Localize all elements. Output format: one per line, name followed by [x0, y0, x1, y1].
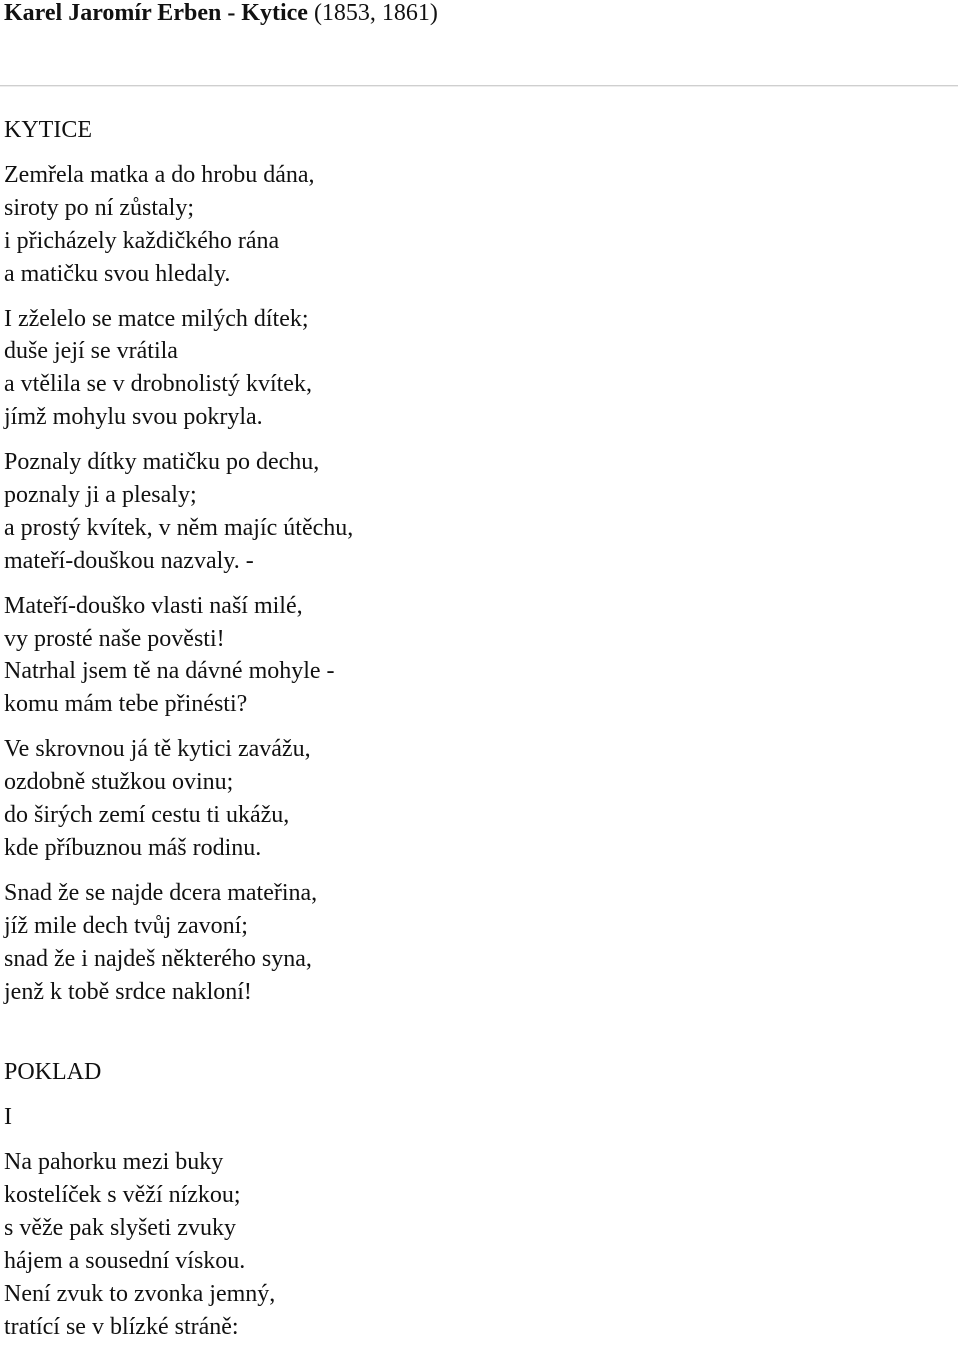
poem-line: Zemřela matka a do hrobu dána, — [4, 162, 315, 188]
poem-line: Poznaly dítky matičku po dechu, — [4, 449, 320, 475]
poem-line: Snad že se najde dcera mateřina, — [4, 880, 318, 906]
document-title: Karel Jaromír Erben - Kytice — [4, 0, 308, 26]
document-years: (1853, 1861) — [307, 0, 438, 26]
poem-line: jíž mile dech tvůj zavoní; — [4, 913, 248, 939]
horizontal-rule — [0, 85, 958, 87]
poem-line: jímž mohylu svou pokryla. — [4, 404, 263, 430]
section-subtitle: I — [4, 1104, 12, 1130]
poem-line: a vtělila se v drobnolistý kvítek, — [4, 371, 312, 397]
poem-line: do širých zemí cestu ti ukážu, — [4, 802, 290, 828]
poem-line: Natrhal jsem tě na dávné mohyle - — [4, 658, 335, 684]
section-title: POKLAD — [4, 1059, 102, 1085]
poem-line: mateří-douškou nazvaly. - — [4, 548, 254, 574]
poem-line: Na pahorku mezi buky — [4, 1149, 224, 1175]
poem-line: a prostý kvítek, v něm majíc útěchu, — [4, 515, 354, 541]
poem-line: kostelíček s věží nízkou; — [4, 1182, 241, 1208]
poem-line: tratící se v blízké stráně: — [4, 1314, 239, 1340]
poem-line: duše její se vrátila — [4, 338, 178, 364]
poem-line: snad že i najdeš některého syna, — [4, 946, 312, 972]
poem-line: poznaly ji a plesaly; — [4, 482, 197, 508]
poem-line: i přicházely každičkého rána — [4, 228, 280, 254]
document-header — [4, 0, 438, 29]
poem-line: kde příbuznou máš rodinu. — [4, 835, 262, 861]
poem-line: hájem a sousední vískou. — [4, 1248, 246, 1274]
poem-line: jenž k tobě srdce nakloní! — [4, 979, 252, 1005]
poem-line: Ve skrovnou já tě kytici zavážu, — [4, 736, 311, 762]
poem-line: a matičku svou hledaly. — [4, 261, 231, 287]
poem-line: vy prosté naše pověsti! — [4, 626, 225, 652]
poem-line: I zželelo se matce milých dítek; — [4, 306, 309, 332]
poem-line: Mateří-douško vlasti naší milé, — [4, 593, 303, 619]
poem-line: Není zvuk to zvonka jemný, — [4, 1281, 276, 1307]
poem-line: s věže pak slyšeti zvuky — [4, 1215, 236, 1241]
poem-line: siroty po ní zůstaly; — [4, 195, 194, 221]
poem-line: ozdobně stužkou ovinu; — [4, 769, 234, 795]
section-title: KYTICE — [4, 117, 92, 143]
poem-line: komu mám tebe přinésti? — [4, 691, 248, 717]
